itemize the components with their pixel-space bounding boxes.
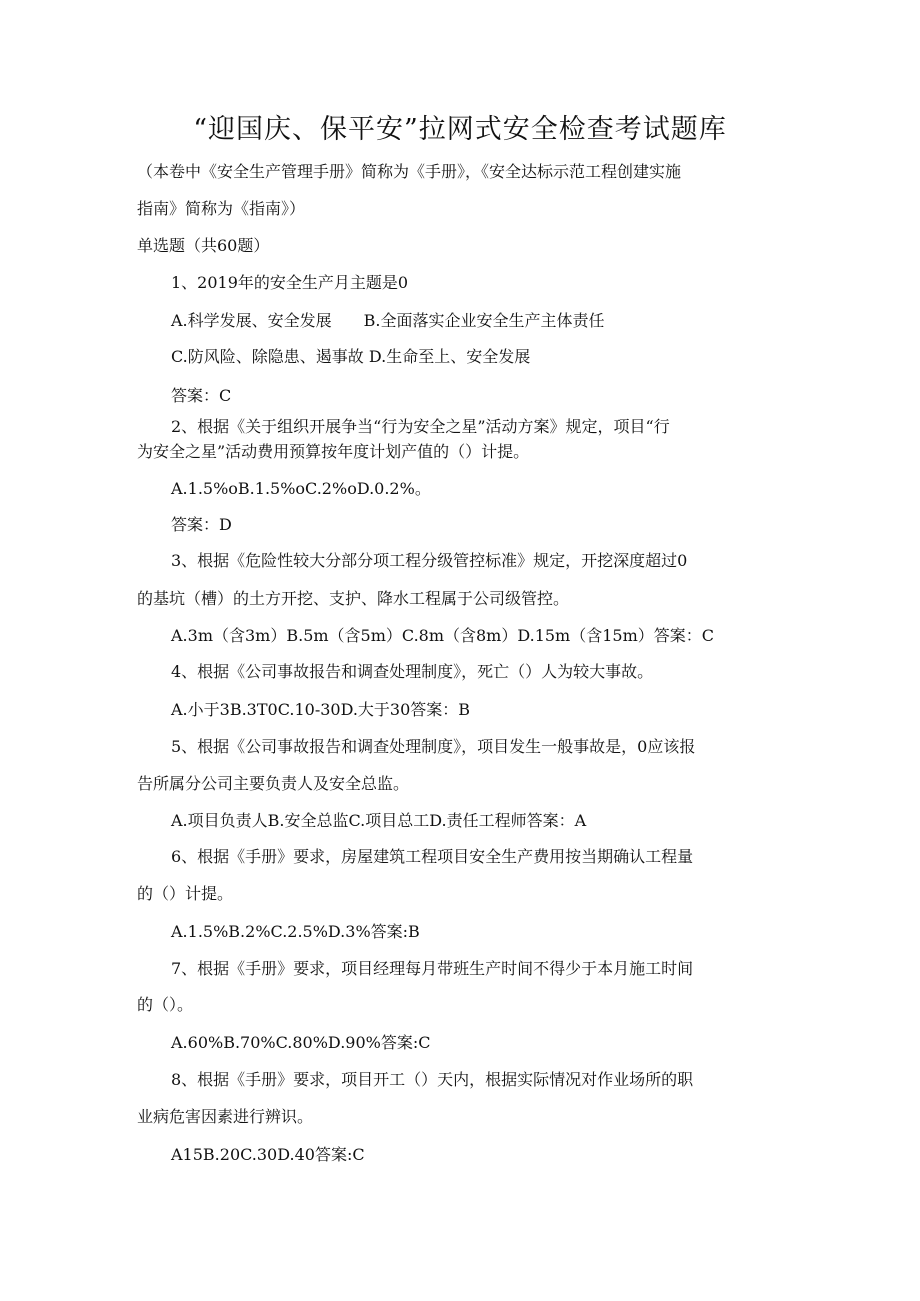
question-3-options: A.3m（含3m）B.5m（含5m）C.8m（含8m）D.15m（含15m）答案：C (171, 626, 715, 645)
intro-line-2: 指南》简称为《指南》） (137, 199, 306, 218)
question-6-stem-line-2: 的（）计提。 (137, 884, 234, 903)
question-6-options: A.1.5%B.2%C.2.5%D.3%答案:B (171, 922, 420, 941)
question-1-answer: 答案：C (171, 386, 232, 405)
question-7-stem-line-1: 7、根据《手册》要求，项目经理每月带班生产时间不得少于本月施工时间 (171, 959, 694, 978)
question-5-options: A.项目负责人B.安全总监C.项目总工D.责任工程师答案：A (171, 811, 587, 830)
question-4-options: A.小于3B.3T0C.10-30D.大于30答案：B (171, 700, 471, 719)
section-heading: 单选题（共60题） (137, 236, 270, 255)
question-6-stem-line-1: 6、根据《手册》要求，房屋建筑工程项目安全生产费用按当期确认工程量 (171, 847, 694, 866)
question-7-options: A.60%B.70%C.80%D.90%答案:C (171, 1033, 431, 1052)
intro-line-1: （本卷中《安全生产管理手册》简称为《手册》，《安全达标示范工程创建实施 (137, 162, 682, 181)
question-3-stem-line-2: 的基坑（槽）的土方开挖、支护、降水工程属于公司级管控。 (137, 589, 570, 608)
question-5-stem-line-1: 5、根据《公司事故报告和调查处理制度》，项目发生一般事故是，0应该报 (171, 737, 696, 756)
question-5-stem-line-2: 告所属分公司主要负责人及安全总监。 (137, 774, 410, 793)
question-2-stem-line-2: 为安全之星”活动费用预算按年度计划产值的（）计提。 (137, 442, 530, 461)
question-3-stem-line-1: 3、根据《危险性较大分部分项工程分级管控标准》规定，开挖深度超过0 (171, 551, 688, 570)
question-8-options: A15B.20C.30D.40答案:C (171, 1145, 365, 1164)
question-8-stem-line-1: 8、根据《手册》要求，项目开工（）天内，根据实际情况对作业场所的职 (171, 1070, 694, 1089)
question-2-answer: 答案：D (171, 515, 232, 534)
question-2-stem-line-1: 2、根据《关于组织开展争当“行为安全之星”活动方案》规定，项目“行 (171, 417, 670, 436)
question-1-stem: 1、2019年的安全生产月主题是0 (171, 273, 409, 292)
question-4-stem: 4、根据《公司事故报告和调查处理制度》，死亡（）人为较大事故。 (171, 662, 654, 681)
question-2-options: A.1.5%oB.1.5%oC.2%oD.0.2%。 (171, 479, 431, 498)
document-title: “迎国庆、保平安”拉网式安全检查考试题库 (193, 114, 727, 145)
question-1-options-line-2: C.防风险、除隐患、遏事故 D.生命至上、安全发展 (171, 347, 531, 366)
question-8-stem-line-2: 业病危害因素进行辨识。 (137, 1107, 314, 1126)
question-1-options-line-1: A.科学发展、安全发展 B.全面落实企业安全生产主体责任 (171, 311, 605, 330)
question-7-stem-line-2: 的（）。 (137, 995, 194, 1014)
